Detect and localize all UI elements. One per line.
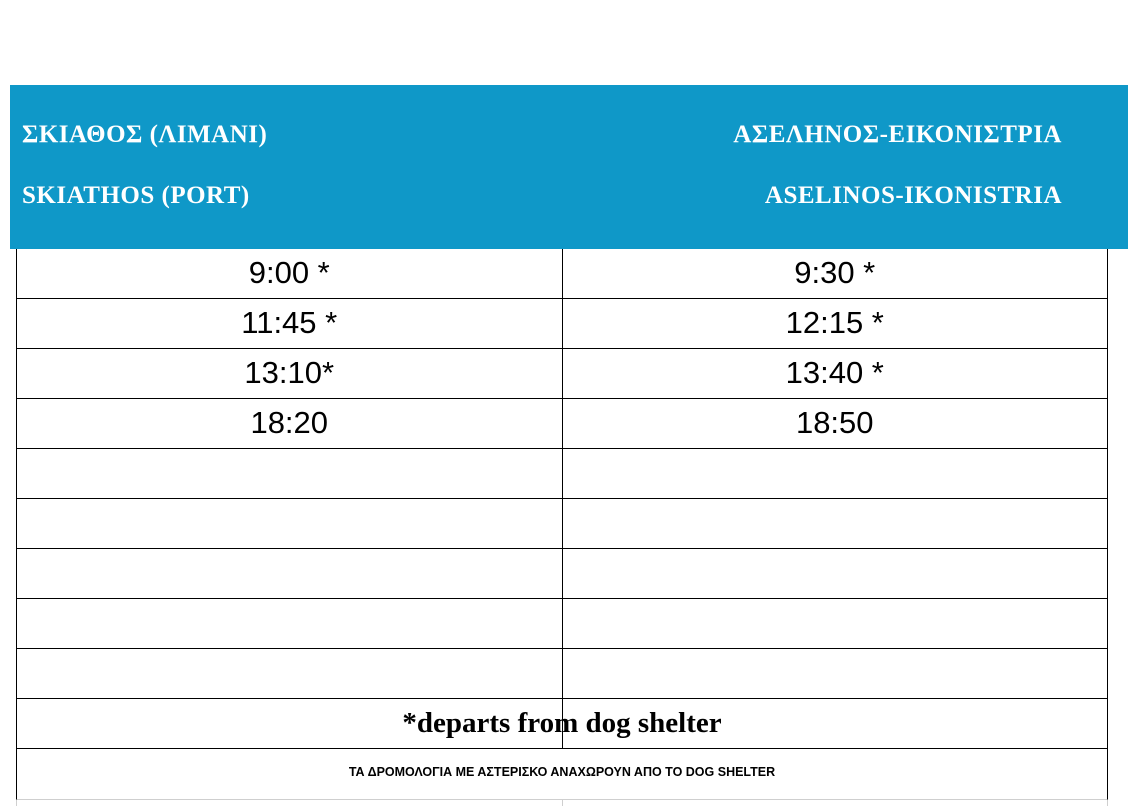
footnote-row — [16, 699, 1108, 749]
origin-title-english: SKIATHOS (PORT) — [22, 182, 250, 209]
departure-time — [17, 499, 562, 548]
departure-time: 18:20 — [250, 405, 329, 440]
table-row — [16, 399, 1108, 449]
destination-title-english: ASELINOS-IKONISTRIA — [764, 182, 1062, 209]
arrival-time — [562, 599, 1108, 648]
destination-title-greek: ΑΣΕΛΗΝΟΣ-ΕΙΚΟΝΙΣΤΡΙΑ — [733, 121, 1062, 148]
table-row — [16, 299, 1108, 349]
arrival-time — [562, 549, 1108, 598]
footnote-greek: ΤΑ ΔΡΟΜΟΛΟΓΙΑ ΜΕ ΑΣΤΕΡΙΣΚΟ ΑΝΑΧΩΡΟΥΝ ΑΠΟ ΤΟ DOG SHELTER — [348, 765, 776, 779]
footnote-greek-row — [16, 749, 1108, 800]
arrival-time — [562, 449, 1108, 498]
table-row — [16, 499, 1108, 549]
departure-time — [17, 649, 562, 698]
footnote-english: *departs from dog shelter — [402, 707, 722, 739]
departure-time — [17, 449, 562, 498]
departure-time: 11:45 * — [241, 305, 338, 340]
schedule-table — [16, 249, 1108, 806]
departure-time — [17, 549, 562, 598]
arrival-time: 12:15 * — [562, 299, 1108, 348]
departure-time: 9:00 * — [248, 255, 330, 290]
table-row — [16, 649, 1108, 699]
table-row — [16, 549, 1108, 599]
arrival-time: 9:30 * — [562, 249, 1108, 298]
column-divider — [562, 800, 563, 806]
timetable-header — [10, 85, 1128, 249]
table-tail — [16, 800, 1108, 806]
departure-time — [17, 599, 562, 648]
arrival-time — [562, 649, 1108, 698]
departure-time: 13:10* — [244, 355, 335, 390]
table-row — [16, 449, 1108, 499]
arrival-time: 13:40 * — [562, 349, 1108, 398]
origin-title-greek: ΣΚΙΑΘΟΣ (ΛΙΜΑΝΙ) — [22, 121, 268, 148]
table-row — [16, 249, 1108, 299]
arrival-time — [562, 499, 1108, 548]
arrival-time: 18:50 — [562, 399, 1108, 448]
table-row — [16, 599, 1108, 649]
table-row — [16, 349, 1108, 399]
